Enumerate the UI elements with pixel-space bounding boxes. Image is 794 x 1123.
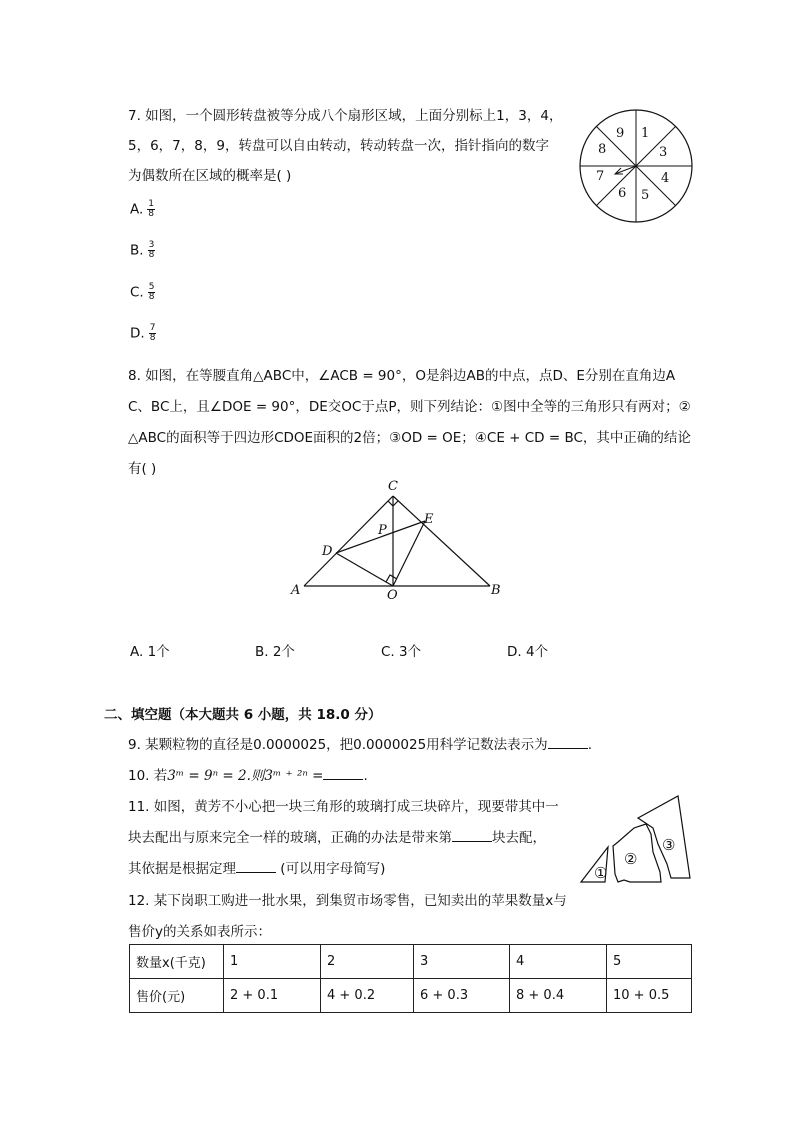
price-table xyxy=(129,944,692,1013)
q8-line1: 8. 如图，在等腰直角△ABC中，∠ACB = 90°，O是斜边AB的中点，点D、E分别在直角边A xyxy=(128,368,676,384)
table-cell: 3 xyxy=(414,945,510,979)
q11-line1: 11. 如图，黄芳不小心把一块三角形的玻璃打成三块碎片，现要带其中一 xyxy=(128,799,559,815)
q8-line2: C、BC上，且∠DOE = 90°，DE交OC于点P，则下列结论：①图中全等的三角形只有两对；② xyxy=(128,399,691,415)
table-row xyxy=(130,945,692,979)
label-a: A xyxy=(291,583,301,598)
section-title: 二、填空题（本大题共 6 小题，共 18.0 分） xyxy=(104,707,382,723)
q12-line2: 售价y的关系如表所示： xyxy=(128,924,271,940)
label-o: O xyxy=(387,588,398,603)
label-p: P xyxy=(378,523,387,538)
answer-blank[interactable] xyxy=(323,767,363,780)
q7-option-b[interactable]: B. $\frac{3}{8}$ xyxy=(130,240,155,260)
answer-blank[interactable] xyxy=(548,736,588,749)
q10: 10. 若3ᵐ = 9ⁿ = 2.则3ᵐ ⁺ ²ⁿ = . xyxy=(128,768,368,784)
q8-option-c[interactable]: C. 3个 xyxy=(381,644,422,660)
spinner-number: 7 xyxy=(596,169,605,184)
spinner-number: 8 xyxy=(598,142,607,157)
q8-line4: 有( ) xyxy=(128,461,157,477)
table-cell: 1 xyxy=(224,945,321,979)
q7-option-c[interactable]: C. $\frac{5}{8}$ xyxy=(130,282,155,302)
pointer-arrow xyxy=(615,166,636,174)
fraction: $\frac{7}{8}$ xyxy=(149,323,156,343)
q8-option-b[interactable]: B. 2个 xyxy=(255,644,295,660)
q7-line2: 5，6，7，8，9，转盘可以自由转动，转动转盘一次，指针指向的数字 xyxy=(128,138,549,154)
table-cell: 6 + 0.3 xyxy=(414,979,510,1013)
label-d: D xyxy=(322,544,333,559)
q11-line3: 其依据是根据定理 (可以用字母简写) xyxy=(128,861,386,877)
label-b: B xyxy=(491,583,501,598)
table-cell: 2 + 0.1 xyxy=(224,979,321,1013)
spinner-number: 1 xyxy=(641,126,650,141)
piece-label: ① xyxy=(594,864,608,882)
spinner-number: 4 xyxy=(661,171,670,186)
table-cell: 2 xyxy=(321,945,414,979)
q8-option-a[interactable]: A. 1个 xyxy=(130,644,170,660)
q8-option-d[interactable]: D. 4个 xyxy=(507,644,549,660)
table-cell: 5 xyxy=(607,945,692,979)
answer-blank[interactable] xyxy=(452,829,492,842)
row-header: 数量x(千克) xyxy=(130,945,224,979)
label-e: E xyxy=(424,512,434,527)
answer-blank[interactable] xyxy=(236,860,276,873)
q12-line1: 12. 某下岗职工购进一批水果，到集贸市场零售，已知卖出的苹果数量x与 xyxy=(128,893,567,909)
table-cell: 4 + 0.2 xyxy=(321,979,414,1013)
table-row xyxy=(130,979,692,1013)
label-c: C xyxy=(388,479,398,494)
table-cell: 8 + 0.4 xyxy=(510,979,607,1013)
spinner-number: 6 xyxy=(618,186,627,201)
q11-line2: 块去配出与原来完全一样的玻璃，正确的办法是带来第 块去配， xyxy=(128,830,546,846)
triangle-figure xyxy=(285,476,505,604)
spinner-number: 9 xyxy=(616,126,625,141)
table-cell: 10 + 0.5 xyxy=(607,979,692,1013)
piece-label: ② xyxy=(624,850,638,868)
q7-option-a[interactable]: A. $\frac{1}{8}$ xyxy=(130,199,155,219)
spinner-number: 3 xyxy=(659,145,668,160)
q7-line1: 7. 如图，一个圆形转盘被等分成八个扇形区域，上面分别标上1，3，4， xyxy=(128,108,563,124)
fraction: $\frac{5}{8}$ xyxy=(148,282,155,302)
piece-label: ③ xyxy=(662,836,676,854)
q7-option-d[interactable]: D. $\frac{7}{8}$ xyxy=(130,323,156,343)
fraction: $\frac{1}{8}$ xyxy=(148,199,155,219)
q9: 9. 某颗粒物的直径是0.0000025，把0.0000025用科学记数法表示为 . xyxy=(128,737,592,753)
row-header: 售价(元) xyxy=(130,979,224,1013)
table-cell: 4 xyxy=(510,945,607,979)
spinner-number: 5 xyxy=(641,188,650,203)
fraction: $\frac{3}{8}$ xyxy=(148,240,155,260)
spinner-figure xyxy=(578,108,694,224)
q7-line3: 为偶数所在区域的概率是( ) xyxy=(128,168,292,184)
q8-line3: △ABC的面积等于四边形CDOE面积的2倍；③OD = OE；④CE + CD = BC，其中正确的结论 xyxy=(128,430,691,446)
broken-glass-figure xyxy=(578,794,694,886)
